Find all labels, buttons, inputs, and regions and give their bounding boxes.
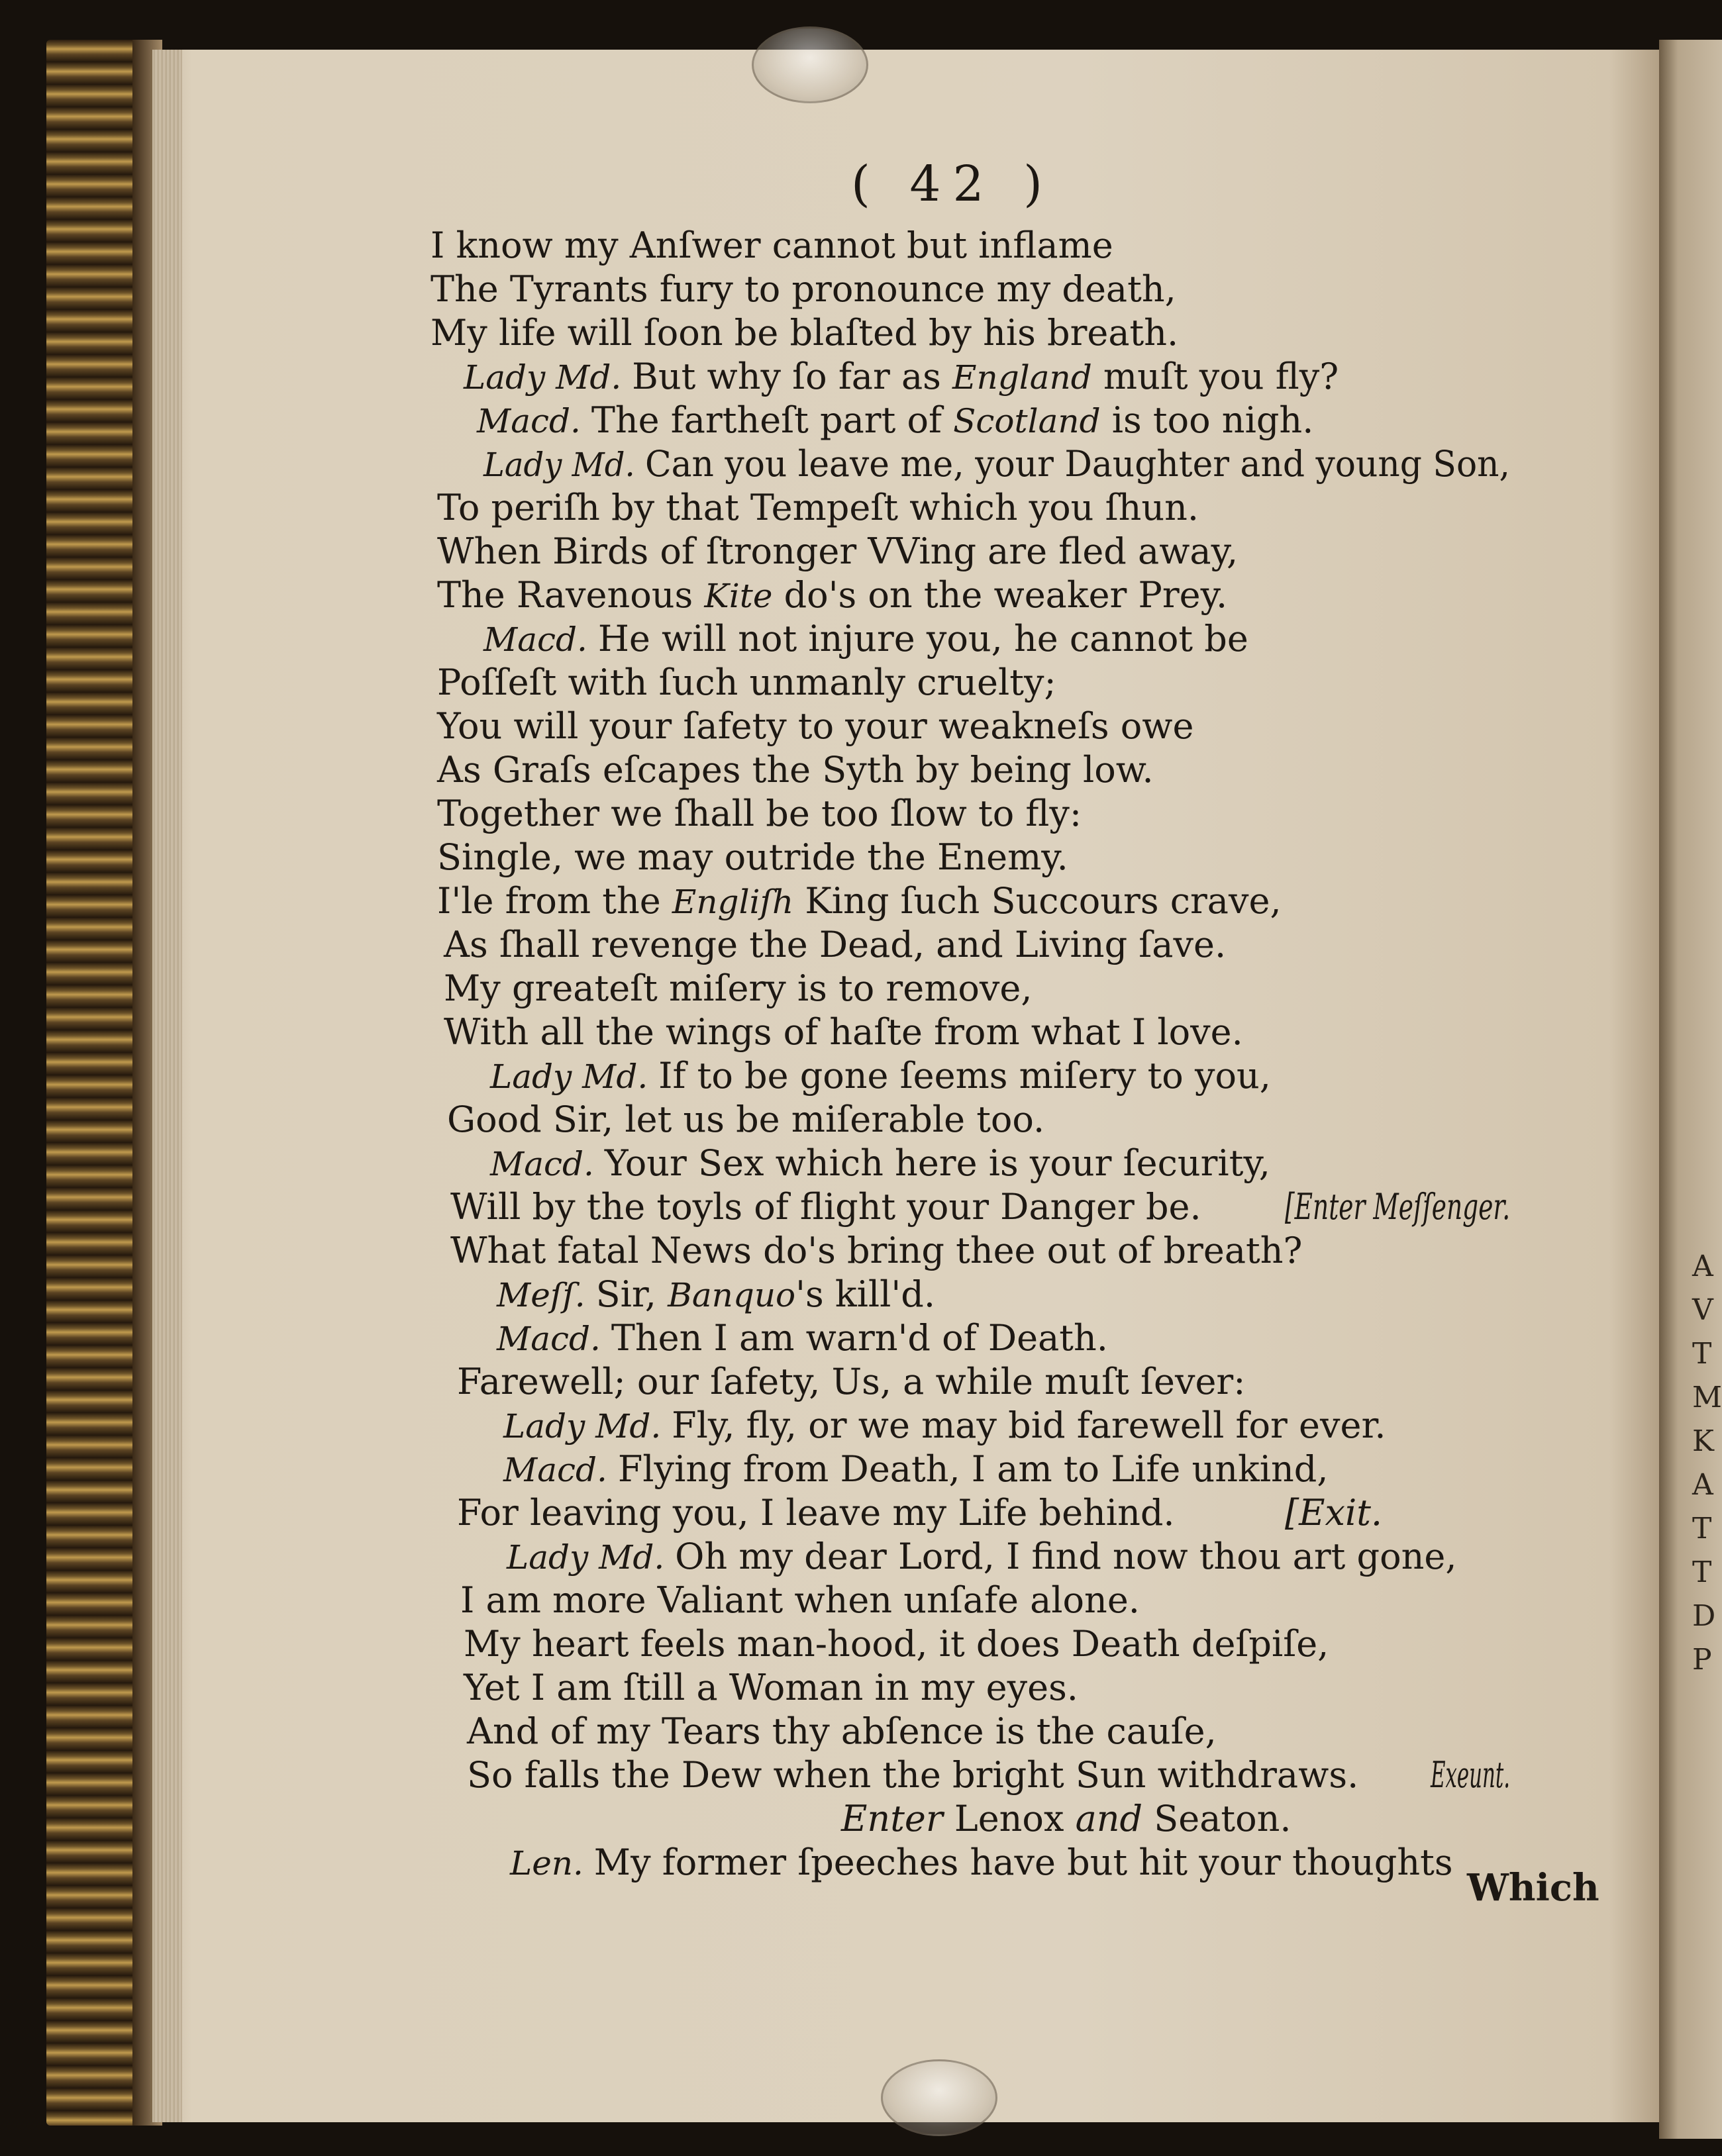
text-line: Good Sir, let us be miſerable too.: [447, 1099, 1045, 1140]
speaker-name: Macd.: [497, 1320, 611, 1358]
text-line: Yet I am ſtill a Woman in my eyes.: [464, 1667, 1078, 1708]
speaker-name: Macd.: [483, 620, 598, 659]
speaker-name: Lady Md.: [503, 1407, 672, 1446]
text-line: The Ravenous Kite do's on the weaker Prey.: [437, 574, 1228, 616]
stage-direction: [Enter Meſſenger.: [1285, 1186, 1511, 1228]
text-line: When Birds of ſtronger VVing are fled away,: [437, 530, 1239, 572]
speaker-name: Macd.: [490, 1145, 605, 1183]
speech-line: Meſſ. Sir, Banquo's kill'd.: [497, 1273, 935, 1315]
page-number: ( 42 ): [851, 156, 1054, 213]
speaker-name: Macd.: [477, 402, 591, 440]
text-line: You will your ſafety to your weakneſs owe: [437, 705, 1194, 747]
text-line: The Tyrants fury to pronounce my death,: [430, 268, 1176, 310]
stage-direction: Exeunt.: [1431, 1754, 1511, 1796]
text-line: With all the wings of haſte from what I love.: [444, 1011, 1243, 1053]
text-line: Single, we may outride the Enemy.: [437, 836, 1068, 878]
speech-line: Macd. He will not injure you, he cannot be: [483, 618, 1248, 660]
text-line: So falls the Dew when the bright Sun withdraws.: [467, 1754, 1359, 1796]
speaker-name: Lady Md.: [507, 1538, 676, 1577]
speech-line: Macd. Flying from Death, I am to Life unkind,: [503, 1448, 1329, 1490]
text-line: What fatal News do's bring thee out of breath?: [450, 1230, 1303, 1271]
text-line: I know my Anſwer cannot but inflame: [430, 224, 1113, 266]
text-line: My life will ſoon be blaſted by his breath.: [430, 312, 1179, 354]
stage-direction-line: Enter Lenox and Seaton.: [841, 1798, 1292, 1839]
speaker-name: Meſſ.: [497, 1276, 596, 1314]
text-line: Poſſeſt with ſuch unmanly cruelty;: [437, 662, 1056, 703]
text-line: And of my Tears thy abſence is the cauſe,: [467, 1710, 1217, 1752]
text-line: For leaving you, I leave my Life behind.: [457, 1492, 1175, 1534]
speech-line: Lady Md. Can you leave me, your Daughter and young Son,: [483, 443, 1511, 485]
text-line: As ſhall revenge the Dead, and Living ſave.: [444, 924, 1227, 965]
text-line: I'le from the Engliſh King ſuch Succours crave,: [437, 880, 1282, 922]
text-line: Together we ſhall be too ſlow to fly:: [437, 793, 1082, 834]
speech-line: Macd. The fartheſt part of Scotland is too nigh.: [477, 399, 1314, 441]
speaker-name: Macd.: [503, 1451, 618, 1489]
text-line: As Graſs eſcapes the Syth by being low.: [437, 749, 1154, 791]
facing-page-letters: A V T M K A T T D P: [1692, 1250, 1722, 1677]
speaker-name: Len.: [510, 1844, 594, 1883]
speech-line: Lady Md. Fly, fly, or we may bid farewell for ever.: [503, 1404, 1386, 1446]
speech-line: Macd. Your Sex which here is your ſecurity,: [490, 1142, 1270, 1184]
catchword: Which: [1467, 1866, 1599, 1910]
stage-direction: [Exit.: [1285, 1492, 1383, 1534]
text-line: My greateſt miſery is to remove,: [444, 967, 1033, 1009]
text-line: I am more Valiant when unſafe alone.: [460, 1579, 1140, 1621]
speech-line: Lady Md. Oh my dear Lord, I find now thou art gone,: [507, 1536, 1457, 1577]
speaker-name: Lady Md.: [483, 446, 645, 484]
text-line: To periſh by that Tempeſt which you ſhun.: [437, 487, 1199, 528]
text-line: My heart feels man-hood, it does Death deſpiſe,: [464, 1623, 1329, 1665]
text-line: Will by the toyls of flight your Danger be.: [450, 1186, 1201, 1228]
speech-line: Macd. Then I am warn'd of Death.: [497, 1317, 1108, 1359]
speech-line: Len. My former ſpeeches have but hit your thoughts: [510, 1841, 1453, 1883]
speech-line: Lady Md. If to be gone ſeems miſery to you,: [490, 1055, 1271, 1097]
speaker-name: Lady Md.: [490, 1057, 659, 1096]
speech-line: Lady Md. But why ſo far as England muſt you fly?: [464, 356, 1339, 397]
text-line: Farewell; our ſafety, Us, a while muſt ſever:: [457, 1361, 1246, 1402]
speaker-name: Lady Md.: [464, 358, 633, 397]
